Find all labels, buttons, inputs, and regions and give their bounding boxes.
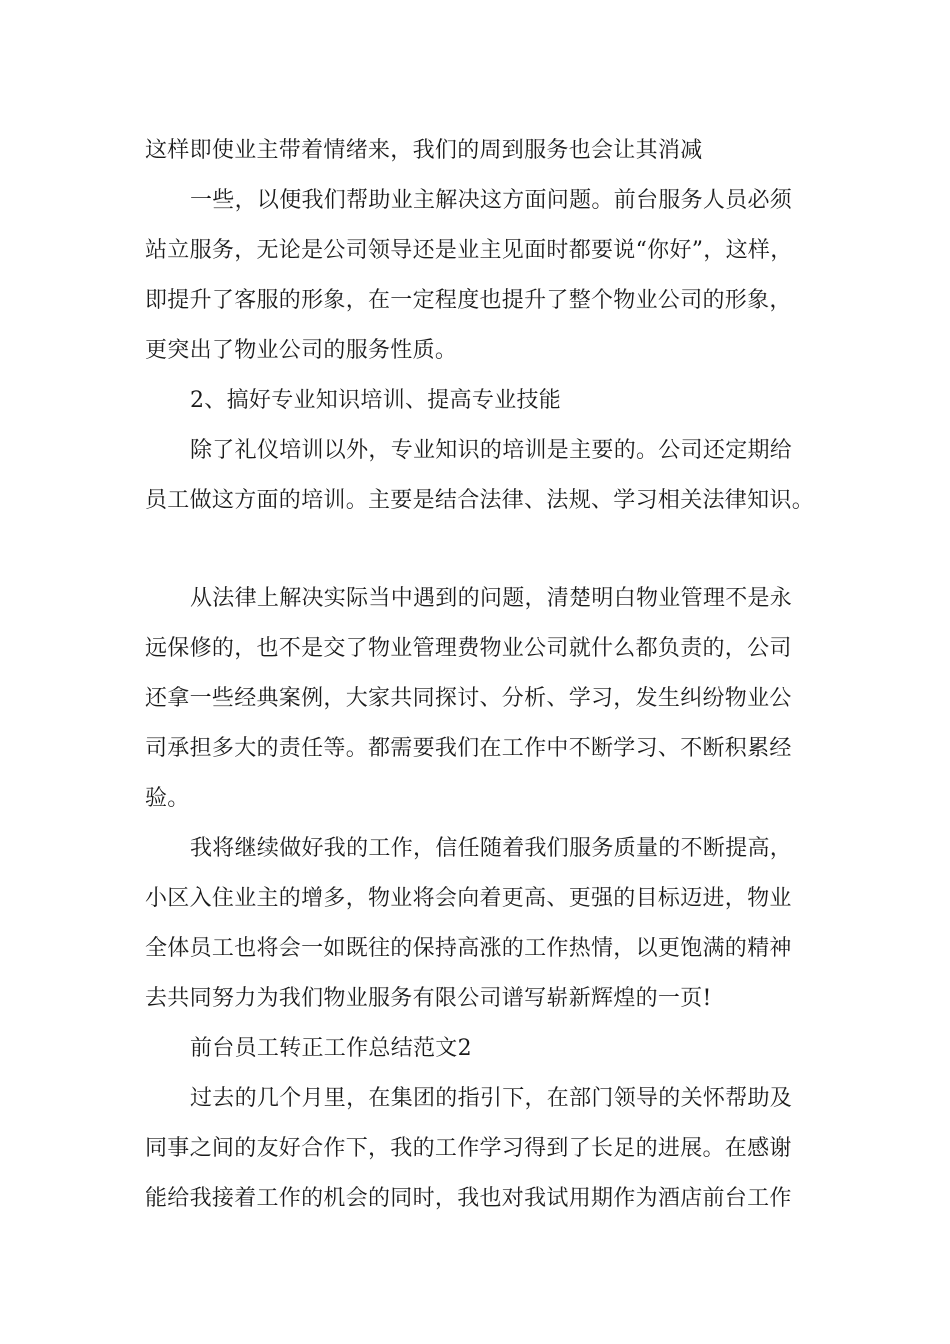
text-line: 更突出了物业公司的服务性质。 xyxy=(145,338,458,363)
text-line: 司承担多大的责任等。都需要我们在工作中不断学习、不断积累经 xyxy=(145,736,792,761)
text-line: 这样即使业主带着情绪来，我们的周到服务也会让其消减 xyxy=(145,138,703,163)
text-line: 站立服务，无论是公司领导还是业主见面时都要说“你好”，这样， xyxy=(145,238,793,263)
text-line: 员工做这方面的培训。主要是结合法律、法规、学习相关法律知识。 xyxy=(145,488,815,513)
text-line: 远保修的，也不是交了物业管理费物业公司就什么都负责的，公司 xyxy=(145,636,792,661)
text-line: 验。 xyxy=(145,786,190,811)
text-line: 还拿一些经典案例，大家共同探讨、分析、学习，发生纠纷物业公 xyxy=(145,686,792,711)
text-line: 过去的几个月里，在集团的指引下，在部门领导的关怀帮助及 xyxy=(190,1086,793,1111)
text-line: 即提升了客服的形象，在一定程度也提升了整个物业公司的形象， xyxy=(145,288,792,313)
text-line: 一些，以便我们帮助业主解决这方面问题。前台服务人员必须 xyxy=(190,188,793,213)
text-line: 小区入住业主的增多，物业将会向着更高、更强的目标迈进，物业 xyxy=(145,886,792,911)
text-line: 去共同努力为我们物业服务有限公司谱写崭新辉煌的一页! xyxy=(145,986,712,1011)
text-line: 从法律上解决实际当中遇到的问题，清楚明白物业管理不是永 xyxy=(190,586,793,611)
text-line: 我将继续做好我的工作，信任随着我们服务质量的不断提高， xyxy=(190,836,793,861)
section-heading: 2、搞好专业知识培训、提高专业技能 xyxy=(190,388,562,413)
article-title: 前台员工转正工作总结范文2 xyxy=(190,1036,472,1061)
text-line: 同事之间的友好合作下，我的工作学习得到了长足的进展。在感谢 xyxy=(145,1136,792,1161)
text-line: 全体员工也将会一如既往的保持高涨的工作热情，以更饱满的精神 xyxy=(145,936,792,961)
text-line: 除了礼仪培训以外，专业知识的培训是主要的。公司还定期给 xyxy=(190,438,793,463)
text-line: 能给我接着工作的机会的同时，我也对我试用期作为酒店前台工作 xyxy=(145,1186,792,1211)
